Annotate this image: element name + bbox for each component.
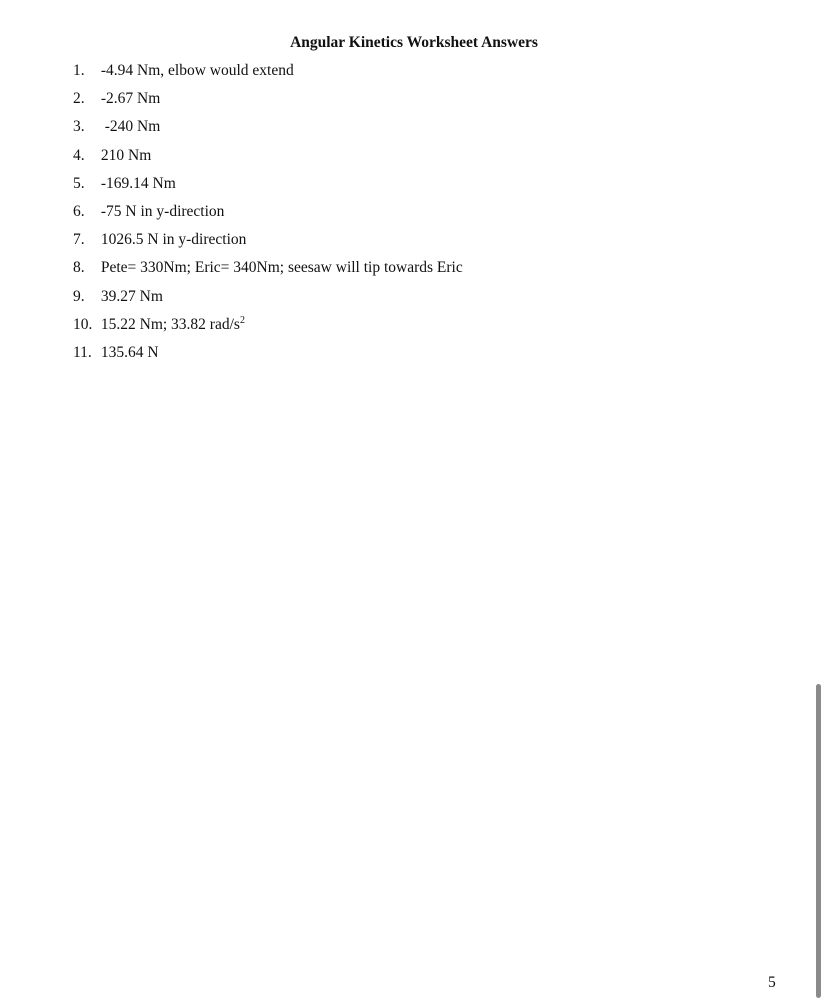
answer-number: 1. [73,62,85,79]
answer-number: 8. [73,259,85,277]
answer-text: -169.14 Nm [100,174,176,192]
answer-item-5 [73,174,463,202]
answer-number: 4. [73,146,85,164]
answer-number: 3. [73,118,85,136]
answer-number: 11. [73,343,92,361]
answer-number: 10. [73,315,93,333]
answer-text: 39.27 Nm [100,287,163,305]
answer-number: 9. [73,287,85,305]
answer-text: -4.94 Nm, elbow would extend [100,62,294,79]
answer-item-8 [73,258,463,286]
answer-list [73,61,463,371]
answer-text: -75 N in y-direction [100,202,225,220]
answer-text: Pete= 330Nm; Eric= 340Nm; seesaw will tip towards Eric [100,259,463,277]
answer-item-10 [73,315,463,343]
page-title: Angular Kinetics Worksheet Answers [290,34,538,51]
answer-text: 15.22 Nm; 33.82 rad/s [100,315,240,333]
answer-number: 2. [73,90,85,108]
answer-item-11 [73,343,463,371]
answer-text: 210 Nm [100,146,152,164]
answer-item-9 [73,287,463,315]
answer-text: 135.64 N [100,343,159,361]
answer-item-2 [73,89,463,117]
answer-number: 7. [73,231,85,249]
answer-text: 1026.5 N in y-direction [100,231,247,249]
answer-text: -2.67 Nm [100,90,161,108]
page-number: 5 [768,974,776,991]
answer-item-4 [73,146,463,174]
answer-text: -240 Nm [100,118,161,136]
answer-superscript: 2 [239,314,245,326]
answer-item-6 [73,202,463,230]
answer-number: 5. [73,174,85,192]
answer-item-3 [73,117,463,145]
answer-item-1 [73,61,463,89]
vertical-scrollbar[interactable] [816,684,821,998]
answer-item-7 [73,230,463,258]
answer-number: 6. [73,202,85,220]
